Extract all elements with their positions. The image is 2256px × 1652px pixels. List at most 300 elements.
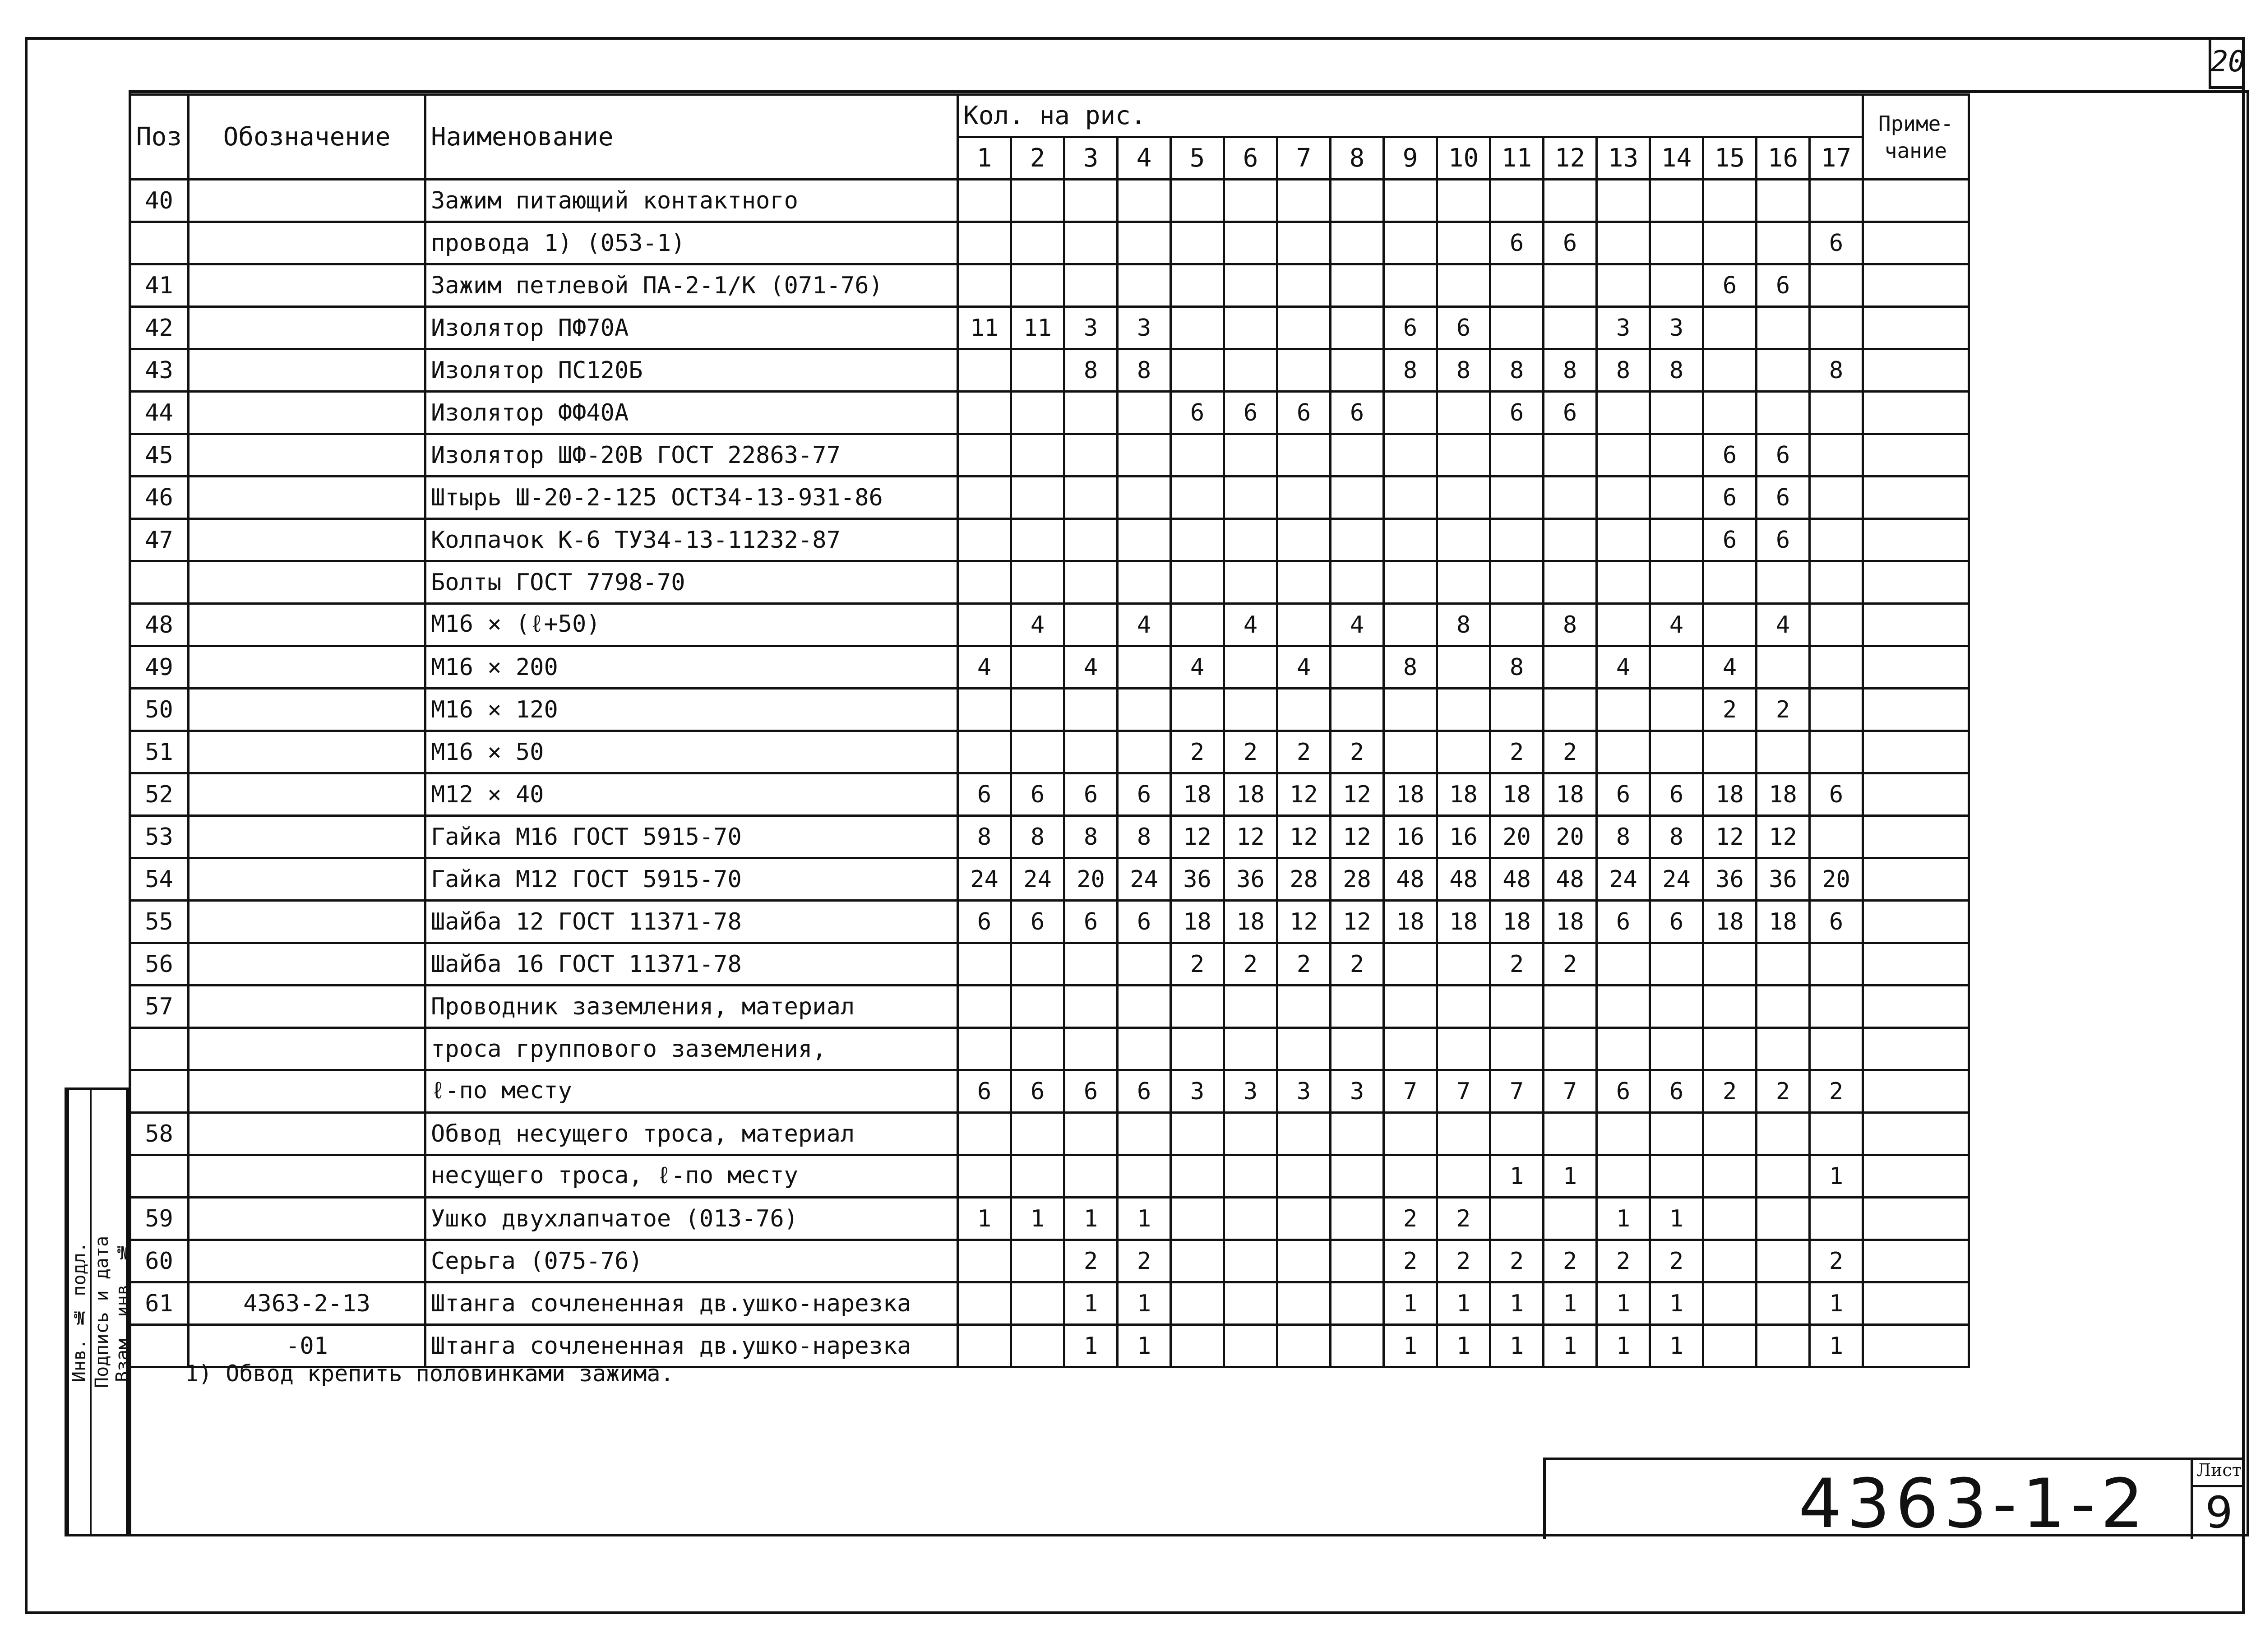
row-qty: 4 <box>1011 604 1064 646</box>
row-qty: 2 <box>1224 731 1277 773</box>
row-qty <box>1597 392 1650 434</box>
row-qty <box>958 1325 1011 1367</box>
row-qty <box>1437 222 1490 264</box>
row-qty: 6 <box>1544 392 1597 434</box>
row-qty <box>1544 986 1597 1028</box>
row-qty: 2 <box>1331 943 1384 986</box>
row-qty <box>1384 477 1437 519</box>
row-qty <box>1224 561 1277 604</box>
row-pos: 60 <box>130 1240 189 1282</box>
row-qty: 6 <box>1703 264 1757 307</box>
row-qty <box>1597 519 1650 561</box>
header-figure-col: 8 <box>1331 137 1384 180</box>
row-pos: 57 <box>130 986 189 1028</box>
row-qty <box>1650 731 1703 773</box>
row-note <box>1863 180 1969 222</box>
row-qty <box>1011 349 1064 392</box>
row-designation <box>189 264 425 307</box>
row-qty: 8 <box>1490 646 1544 689</box>
row-name: Зажим питающий контактного <box>425 180 958 222</box>
row-qty: 6 <box>1490 392 1544 434</box>
row-qty <box>1490 604 1544 646</box>
row-qty: 8 <box>1384 646 1437 689</box>
row-qty: 8 <box>1544 604 1597 646</box>
row-name: Обвод несущего троса, материал <box>425 1113 958 1155</box>
row-note <box>1863 986 1969 1028</box>
row-qty: 18 <box>1490 901 1544 943</box>
row-pos: 53 <box>130 816 189 858</box>
row-qty: 2 <box>1437 1198 1490 1240</box>
row-qty <box>1650 943 1703 986</box>
row-qty <box>1490 561 1544 604</box>
row-note <box>1863 858 1969 901</box>
row-qty <box>1544 689 1597 731</box>
row-qty: 6 <box>1171 392 1224 434</box>
row-qty <box>1810 434 1863 477</box>
row-qty <box>1224 434 1277 477</box>
row-qty <box>1437 392 1490 434</box>
row-qty <box>1384 1113 1437 1155</box>
row-qty: 20 <box>1544 816 1597 858</box>
row-qty <box>1703 180 1757 222</box>
row-designation <box>189 561 425 604</box>
row-qty <box>1171 1282 1224 1325</box>
row-qty <box>1757 180 1810 222</box>
row-qty <box>1384 264 1437 307</box>
row-qty: 6 <box>1650 901 1703 943</box>
header-figure-col: 12 <box>1544 137 1597 180</box>
row-qty <box>958 434 1011 477</box>
row-qty: 8 <box>1650 349 1703 392</box>
header-figure-col: 6 <box>1224 137 1277 180</box>
row-qty <box>1064 222 1118 264</box>
table-row <box>130 434 1969 477</box>
row-pos: 47 <box>130 519 189 561</box>
row-qty <box>1437 561 1490 604</box>
row-qty <box>1437 731 1490 773</box>
row-qty: 18 <box>1703 773 1757 816</box>
row-qty: 6 <box>1331 392 1384 434</box>
row-qty <box>1544 1028 1597 1070</box>
row-qty <box>1224 1028 1277 1070</box>
row-pos: 52 <box>130 773 189 816</box>
row-name: Болты ГОСТ 7798-70 <box>425 561 958 604</box>
row-qty: 18 <box>1490 773 1544 816</box>
row-qty <box>1597 689 1650 731</box>
row-qty <box>1810 1113 1863 1155</box>
row-qty: 12 <box>1277 901 1331 943</box>
row-pos: 50 <box>130 689 189 731</box>
row-qty <box>1118 180 1171 222</box>
table-row <box>130 519 1969 561</box>
row-qty <box>1331 646 1384 689</box>
header-figure-col: 11 <box>1490 137 1544 180</box>
row-qty <box>1437 477 1490 519</box>
row-qty: 6 <box>1277 392 1331 434</box>
row-qty: 36 <box>1171 858 1224 901</box>
row-qty <box>1331 307 1384 349</box>
row-qty: 2 <box>1597 1240 1650 1282</box>
row-qty <box>1650 519 1703 561</box>
row-qty <box>1650 1113 1703 1155</box>
row-qty <box>1224 1155 1277 1198</box>
row-qty: 12 <box>1331 901 1384 943</box>
row-qty: 6 <box>1810 222 1863 264</box>
row-qty <box>958 1282 1011 1325</box>
row-qty <box>1224 477 1277 519</box>
row-qty <box>1277 1155 1331 1198</box>
row-qty: 1 <box>1490 1282 1544 1325</box>
row-qty <box>1703 1282 1757 1325</box>
row-qty <box>1064 943 1118 986</box>
row-qty <box>1011 519 1064 561</box>
row-qty <box>1171 1028 1224 1070</box>
row-qty: 48 <box>1384 858 1437 901</box>
row-designation <box>189 646 425 689</box>
row-qty <box>1490 307 1544 349</box>
row-qty <box>1277 180 1331 222</box>
row-name: Серьга (075-76) <box>425 1240 958 1282</box>
row-qty <box>1544 1198 1597 1240</box>
row-qty <box>1277 519 1331 561</box>
table-row <box>130 816 1969 858</box>
header-figure-col: 15 <box>1703 137 1757 180</box>
row-qty <box>1384 180 1437 222</box>
table-row <box>130 1028 1969 1070</box>
row-qty <box>1277 307 1331 349</box>
row-qty: 12 <box>1277 816 1331 858</box>
header-figure-col: 7 <box>1277 137 1331 180</box>
document-code: 4363-1-2 <box>1798 1465 2149 1543</box>
row-qty <box>1597 477 1650 519</box>
row-qty <box>958 1028 1011 1070</box>
row-qty: 2 <box>1384 1198 1437 1240</box>
row-qty <box>1011 264 1064 307</box>
row-note <box>1863 349 1969 392</box>
row-qty <box>1650 561 1703 604</box>
row-qty <box>1757 349 1810 392</box>
row-qty: 18 <box>1171 773 1224 816</box>
row-qty: 1 <box>1810 1325 1863 1367</box>
row-qty: 2 <box>1277 943 1331 986</box>
row-qty <box>1171 264 1224 307</box>
row-qty <box>1437 689 1490 731</box>
row-qty <box>1384 519 1437 561</box>
row-qty: 1 <box>958 1198 1011 1240</box>
row-name: Шайба 16 ГОСТ 11371-78 <box>425 943 958 986</box>
row-qty <box>1490 1028 1544 1070</box>
row-designation <box>189 1028 425 1070</box>
row-qty <box>1544 180 1597 222</box>
header-pos: Поз <box>130 95 189 180</box>
row-qty: 6 <box>1597 1070 1650 1113</box>
row-pos: 45 <box>130 434 189 477</box>
row-qty: 6 <box>1011 1070 1064 1113</box>
row-name: Изолятор ФФ40А <box>425 392 958 434</box>
row-qty <box>958 519 1011 561</box>
row-qty <box>1703 1240 1757 1282</box>
row-qty <box>1277 1282 1331 1325</box>
row-qty: 1 <box>1650 1198 1703 1240</box>
row-qty <box>958 264 1011 307</box>
row-qty <box>1597 943 1650 986</box>
row-qty <box>1650 986 1703 1028</box>
header-figure-col: 2 <box>1011 137 1064 180</box>
row-qty <box>1118 986 1171 1028</box>
row-qty: 6 <box>1118 901 1171 943</box>
row-note <box>1863 477 1969 519</box>
row-qty: 7 <box>1544 1070 1597 1113</box>
row-qty <box>1331 434 1384 477</box>
row-qty: 8 <box>1597 349 1650 392</box>
row-qty <box>1118 1028 1171 1070</box>
row-qty <box>958 349 1011 392</box>
row-note <box>1863 1240 1969 1282</box>
row-qty <box>1490 1113 1544 1155</box>
row-qty <box>1118 731 1171 773</box>
row-note <box>1863 519 1969 561</box>
row-qty <box>1490 519 1544 561</box>
table-row <box>130 307 1969 349</box>
row-qty <box>1384 434 1437 477</box>
row-qty: 8 <box>1490 349 1544 392</box>
row-qty <box>1544 646 1597 689</box>
row-note <box>1863 392 1969 434</box>
row-note <box>1863 731 1969 773</box>
row-qty <box>1544 434 1597 477</box>
row-qty <box>1171 1198 1224 1240</box>
row-qty <box>1064 477 1118 519</box>
row-note <box>1863 1070 1969 1113</box>
row-qty <box>1171 307 1224 349</box>
row-qty: 16 <box>1437 816 1490 858</box>
row-qty <box>1224 264 1277 307</box>
row-pos: 58 <box>130 1113 189 1155</box>
row-qty: 2 <box>1490 1240 1544 1282</box>
header-figure-col: 17 <box>1810 137 1863 180</box>
row-qty <box>1384 604 1437 646</box>
row-qty: 24 <box>1011 858 1064 901</box>
row-pos <box>130 1155 189 1198</box>
row-designation <box>189 180 425 222</box>
row-qty: 8 <box>1810 349 1863 392</box>
row-qty <box>1277 604 1331 646</box>
row-qty <box>1331 986 1384 1028</box>
row-qty: 1 <box>1650 1325 1703 1367</box>
row-qty <box>1331 1282 1384 1325</box>
row-name: троса группового заземления, <box>425 1028 958 1070</box>
row-qty: 8 <box>1064 349 1118 392</box>
row-qty <box>1544 519 1597 561</box>
row-qty <box>1703 1028 1757 1070</box>
row-qty <box>958 477 1011 519</box>
row-qty: 2 <box>1064 1240 1118 1282</box>
row-qty <box>1331 1325 1384 1367</box>
row-qty: 12 <box>1331 773 1384 816</box>
row-qty <box>1064 1113 1118 1155</box>
row-qty <box>958 561 1011 604</box>
row-name: М16 × 50 <box>425 731 958 773</box>
row-qty <box>1544 307 1597 349</box>
row-qty <box>1597 1155 1650 1198</box>
row-qty <box>1118 943 1171 986</box>
row-qty: 1 <box>1810 1155 1863 1198</box>
row-qty: 2 <box>1490 943 1544 986</box>
row-qty <box>1011 434 1064 477</box>
header-figure-col: 4 <box>1118 137 1171 180</box>
row-qty: 18 <box>1171 901 1224 943</box>
row-qty <box>1757 1198 1810 1240</box>
table-row <box>130 901 1969 943</box>
row-qty <box>1011 1240 1064 1282</box>
row-qty <box>1064 180 1118 222</box>
row-qty <box>1437 943 1490 986</box>
row-note <box>1863 901 1969 943</box>
row-qty <box>958 1240 1011 1282</box>
row-qty <box>1757 1028 1810 1070</box>
row-qty <box>1118 1113 1171 1155</box>
row-qty: 4 <box>1597 646 1650 689</box>
row-qty <box>1118 646 1171 689</box>
row-note <box>1863 646 1969 689</box>
table-row <box>130 773 1969 816</box>
row-qty <box>1277 561 1331 604</box>
row-qty: 1 <box>1437 1325 1490 1367</box>
side-label-replace-inv: Взам. инв. № <box>112 1242 133 1382</box>
row-qty <box>1331 561 1384 604</box>
row-qty <box>1011 1113 1064 1155</box>
row-qty <box>1757 1325 1810 1367</box>
row-qty <box>1064 604 1118 646</box>
row-qty <box>1277 222 1331 264</box>
row-qty <box>1650 477 1703 519</box>
row-designation <box>189 943 425 986</box>
row-qty <box>1171 1240 1224 1282</box>
row-qty: 18 <box>1757 901 1810 943</box>
row-qty: 8 <box>1118 349 1171 392</box>
row-qty <box>1544 561 1597 604</box>
row-qty: 2 <box>1650 1240 1703 1282</box>
row-qty: 4 <box>958 646 1011 689</box>
row-designation <box>189 986 425 1028</box>
header-figure-col: 16 <box>1757 137 1810 180</box>
row-qty <box>958 986 1011 1028</box>
row-qty: 8 <box>1118 816 1171 858</box>
row-qty <box>1171 689 1224 731</box>
row-qty: 1 <box>1064 1325 1118 1367</box>
title-block <box>1543 1458 2245 1543</box>
row-qty <box>1118 561 1171 604</box>
row-qty: 1 <box>1810 1282 1863 1325</box>
row-qty <box>1064 689 1118 731</box>
row-qty: 1 <box>1597 1325 1650 1367</box>
row-qty: 7 <box>1490 1070 1544 1113</box>
row-pos: 59 <box>130 1198 189 1240</box>
row-qty <box>1810 392 1863 434</box>
row-qty <box>1171 1113 1224 1155</box>
row-qty: 8 <box>1011 816 1064 858</box>
row-qty <box>1118 1155 1171 1198</box>
row-qty <box>1757 392 1810 434</box>
row-qty <box>1703 392 1757 434</box>
row-qty <box>958 731 1011 773</box>
table-row <box>130 1282 1969 1325</box>
row-qty: 2 <box>1703 689 1757 731</box>
row-qty <box>1810 986 1863 1028</box>
row-qty: 3 <box>1277 1070 1331 1113</box>
row-qty <box>1490 477 1544 519</box>
row-qty: 6 <box>1490 222 1544 264</box>
row-qty: 1 <box>1118 1282 1171 1325</box>
row-qty <box>1437 434 1490 477</box>
row-qty <box>1118 434 1171 477</box>
row-qty <box>1224 1240 1277 1282</box>
row-qty: 18 <box>1384 901 1437 943</box>
table-row <box>130 180 1969 222</box>
row-pos: 44 <box>130 392 189 434</box>
row-qty <box>1703 307 1757 349</box>
row-qty: 28 <box>1277 858 1331 901</box>
row-qty <box>1384 689 1437 731</box>
row-qty: 4 <box>1331 604 1384 646</box>
header-qty-group: Кол. на рис. <box>958 95 1863 137</box>
row-qty <box>1331 1240 1384 1282</box>
row-qty: 3 <box>1331 1070 1384 1113</box>
row-qty: 1 <box>1384 1325 1437 1367</box>
table-row <box>130 349 1969 392</box>
row-qty: 6 <box>1703 519 1757 561</box>
row-qty <box>1703 561 1757 604</box>
row-qty <box>1118 477 1171 519</box>
row-qty <box>1384 1028 1437 1070</box>
row-qty <box>1118 392 1171 434</box>
row-qty <box>1810 943 1863 986</box>
row-name: Штанга сочлененная дв.ушко-нарезка <box>425 1325 958 1367</box>
row-qty <box>1384 392 1437 434</box>
row-qty <box>1277 689 1331 731</box>
row-note <box>1863 222 1969 264</box>
row-qty: 12 <box>1171 816 1224 858</box>
row-designation <box>189 731 425 773</box>
row-qty <box>1490 689 1544 731</box>
table-row <box>130 646 1969 689</box>
table-row <box>130 943 1969 986</box>
row-name: Зажим петлевой ПА-2-1/К (071-76) <box>425 264 958 307</box>
row-qty <box>958 689 1011 731</box>
header-figure-col: 10 <box>1437 137 1490 180</box>
row-qty: 48 <box>1490 858 1544 901</box>
row-qty: 24 <box>1650 858 1703 901</box>
row-qty: 8 <box>958 816 1011 858</box>
row-qty: 1 <box>1490 1325 1544 1367</box>
row-qty <box>1224 986 1277 1028</box>
row-qty: 18 <box>1757 773 1810 816</box>
row-qty: 18 <box>1224 773 1277 816</box>
row-qty: 4 <box>1757 604 1810 646</box>
row-qty <box>1331 689 1384 731</box>
row-qty <box>958 1155 1011 1198</box>
row-qty: 1 <box>1437 1282 1490 1325</box>
row-qty <box>1757 943 1810 986</box>
row-qty <box>1703 1113 1757 1155</box>
row-qty <box>1171 222 1224 264</box>
row-qty <box>1703 731 1757 773</box>
row-qty <box>1597 561 1650 604</box>
row-qty <box>1277 986 1331 1028</box>
row-name: Колпачок К-6 ТУ34-13-11232-87 <box>425 519 958 561</box>
row-qty <box>1064 392 1118 434</box>
row-qty: 6 <box>958 773 1011 816</box>
